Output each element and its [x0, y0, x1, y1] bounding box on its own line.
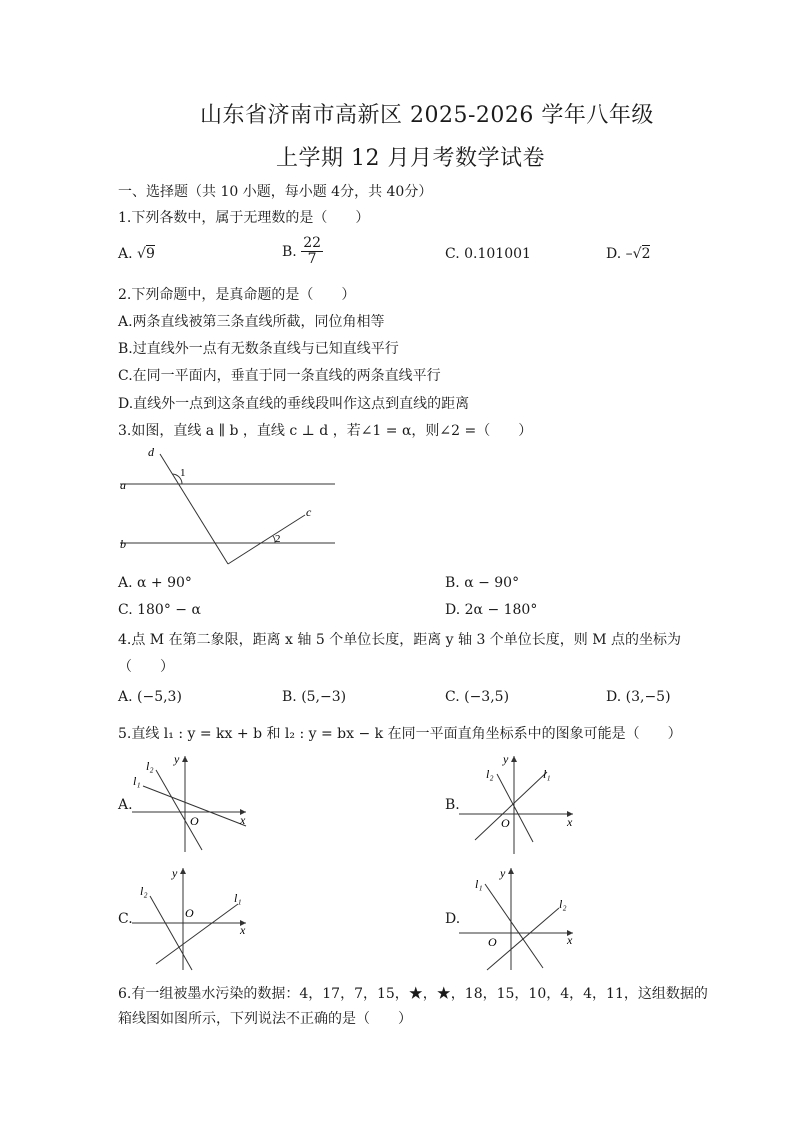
q5c-origin-label: O	[185, 906, 194, 920]
q2-option-d: D.直线外一点到这条直线的垂线段叫作这点到直线的距离	[118, 396, 470, 412]
q5-graph-d	[455, 862, 585, 974]
section-heading: 一、选择题（共 10 小题，每小题 4分，共 40分）	[118, 184, 433, 200]
exam-title-line1: 山东省济南市高新区 2025-2026 学年八年级	[200, 103, 654, 128]
q5b-x-label: x	[567, 815, 573, 829]
q2-option-b: B.过直线外一点有无数条直线与已知直线平行	[118, 341, 399, 357]
q5b-l1-label: l₁	[543, 767, 551, 781]
q1-b-numerator: 22	[303, 235, 322, 251]
q5a-origin-label: O	[190, 814, 199, 828]
q5-graph-b	[455, 748, 585, 858]
q5a-y-label: y	[174, 752, 180, 766]
q4-option-b: B. (5,−3)	[282, 689, 347, 705]
q5b-y-label: y	[503, 752, 509, 766]
q5b-l2-label: l₂	[486, 767, 494, 781]
q5a-l1-label: l₁	[133, 774, 141, 788]
q1-b-denominator: 7	[307, 251, 317, 268]
q5c-l1-label: l₁	[234, 891, 242, 905]
q5-graph-c	[128, 862, 258, 974]
q5b-origin-label: O	[501, 816, 510, 830]
q4-option-a: A. (−5,3)	[118, 689, 182, 705]
q1-d-prefix: D. –	[606, 246, 633, 262]
exam-title-line2: 上学期 12 月月考数学试卷	[276, 146, 545, 171]
q4-option-d: D. (3,−5)	[606, 689, 671, 705]
q5d-l1-label: l₁	[475, 877, 483, 891]
q3-figure	[110, 442, 350, 572]
q5-option-a-label: A.	[118, 797, 133, 813]
q5-stem: 5.直线 l₁ : y = kx + b 和 l₂ : y = bx − k 在同一平面直角坐标系中的图象可能是（ ）	[118, 726, 682, 742]
q5c-x-label: x	[240, 923, 246, 937]
q3-angle-2: 2	[275, 533, 281, 545]
q3-label-c: c	[306, 505, 312, 519]
q3-stem: 3.如图，直线 a ∥ b ，直线 c ⊥ d ，若∠1 = α，则∠2 =（ ）	[118, 423, 533, 439]
q4-stem-paren: （ ）	[118, 659, 174, 675]
q1-stem: 1.下列各数中，属于无理数的是（ ）	[118, 210, 370, 226]
sqrt-icon: √	[632, 246, 642, 262]
q2-option-a: A.两条直线被第三条直线所截，同位角相等	[118, 314, 385, 330]
q5-option-c-label: C.	[118, 911, 133, 927]
q1-a-prefix: A.	[118, 246, 133, 262]
q1-a-radicand: 9	[145, 246, 155, 262]
q6-stem-line1: 6.有一组被墨水污染的数据：4，17，7，15，★，★，18，15，10，4，4，11，这组数据的	[118, 986, 708, 1002]
q1-d-radicand: 2	[641, 246, 651, 262]
q5d-l2-label: l₂	[559, 897, 567, 911]
q5d-x-label: x	[567, 933, 573, 947]
q1-option-a	[118, 246, 155, 262]
q3-label-d: d	[148, 445, 154, 459]
q4-stem: 4.点 M 在第二象限，距离 x 轴 5 个单位长度，距离 y 轴 3 个单位长度，则 M 点的坐标为	[118, 632, 682, 648]
q3-label-b: b	[120, 537, 126, 551]
q6-stem-line2: 箱线图如图所示，下列说法不正确的是（ ）	[118, 1011, 412, 1027]
q1-b-prefix: B.	[282, 243, 297, 260]
q5d-origin-label: O	[488, 935, 497, 949]
q3-label-a: a	[120, 478, 126, 492]
q2-stem: 2.下列命题中，是真命题的是（ ）	[118, 287, 356, 303]
q3-option-b: B. α − 90°	[445, 575, 520, 591]
q5-graph-a	[128, 748, 258, 858]
sqrt-icon: √	[137, 246, 146, 262]
q5-option-d-label: D.	[445, 911, 461, 927]
q5d-y-label: y	[500, 866, 506, 880]
q3-option-c: C. 180° − α	[118, 602, 201, 618]
q1-option-d	[606, 246, 650, 262]
q5c-l2-label: l₂	[140, 884, 148, 898]
q3-angle-1: 1	[180, 467, 186, 479]
q1-option-c: C. 0.101001	[445, 246, 531, 262]
q3-option-a: A. α + 90°	[118, 575, 192, 591]
q5a-l2-label: l₂	[146, 759, 154, 773]
q5a-x-label: x	[240, 813, 246, 827]
q3-option-d: D. 2α − 180°	[445, 602, 538, 618]
q5-option-b-label: B.	[445, 797, 460, 813]
q5c-y-label: y	[172, 866, 178, 880]
q2-option-c: C.在同一平面内，垂直于同一条直线的两条直线平行	[118, 368, 441, 384]
q4-option-c: C. (−3,5)	[445, 689, 510, 705]
q1-option-b	[282, 236, 323, 268]
